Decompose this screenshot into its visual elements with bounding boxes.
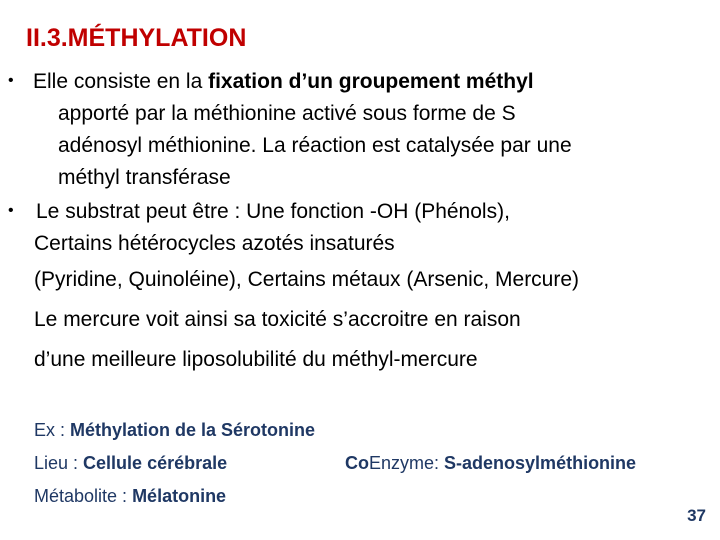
coenzyme-label-prefix: Co: [345, 453, 369, 473]
bullet-1-line-2: apporté par la méthionine activé sous forme de S: [58, 102, 516, 125]
example-label: Ex :: [34, 420, 71, 440]
location-line: [34, 447, 714, 480]
page-number: 37: [687, 506, 706, 525]
bullet-2-line-4: Le mercure voit ainsi sa toxicité s’accroitre en raison: [34, 308, 521, 331]
bullet-1-emphasis: fixation d’un groupement méthyl: [208, 70, 534, 93]
metabolite-label: Métabolite :: [34, 486, 133, 506]
bullet-1-line-4: méthyl transférase: [58, 166, 231, 189]
bullet-item-2: [0, 196, 720, 380]
coenzyme-value: S-adenosylméthionine: [444, 453, 637, 473]
bullet-2-line-2: Certains hétérocycles azotés insaturés: [34, 232, 395, 255]
coenzyme-group: [345, 447, 636, 480]
bullet-item-1: [0, 66, 720, 194]
bullet-2-line-5: d’une meilleure liposolubilité du méthyl-mercure: [34, 348, 478, 371]
bullet-dot-icon: •: [8, 202, 14, 219]
bullet-1-line-3: adénosyl méthionine. La réaction est catalysée par une: [58, 134, 572, 157]
location-value: Cellule cérébrale: [83, 453, 228, 473]
location-label: Lieu :: [34, 453, 84, 473]
bullet-2-line-1: Le substrat peut être : Une fonction -OH (Phénols),: [36, 200, 510, 223]
bullet-text-2: [0, 196, 720, 380]
bullet-1-line-1-text: Elle consiste en la: [33, 70, 209, 93]
bullet-dot-icon: •: [8, 72, 14, 89]
bullet-1-line-1: [0, 66, 720, 98]
slide-title: II.3.MÉTHYLATION: [26, 24, 247, 52]
example-block: [34, 414, 714, 513]
bullet-text-1: [0, 66, 720, 194]
coenzyme-label: Enzyme:: [369, 453, 445, 473]
bullet-2-line-3: (Pyridine, Quinoléine), Certains métaux (Arsenic, Mercure): [34, 268, 580, 291]
bullet-list: [0, 66, 720, 380]
metabolite-value: Mélatonine: [132, 486, 227, 506]
example-value: Méthylation de la Sérotonine: [70, 420, 316, 440]
example-line: [34, 414, 714, 447]
metabolite-line: [34, 480, 714, 513]
